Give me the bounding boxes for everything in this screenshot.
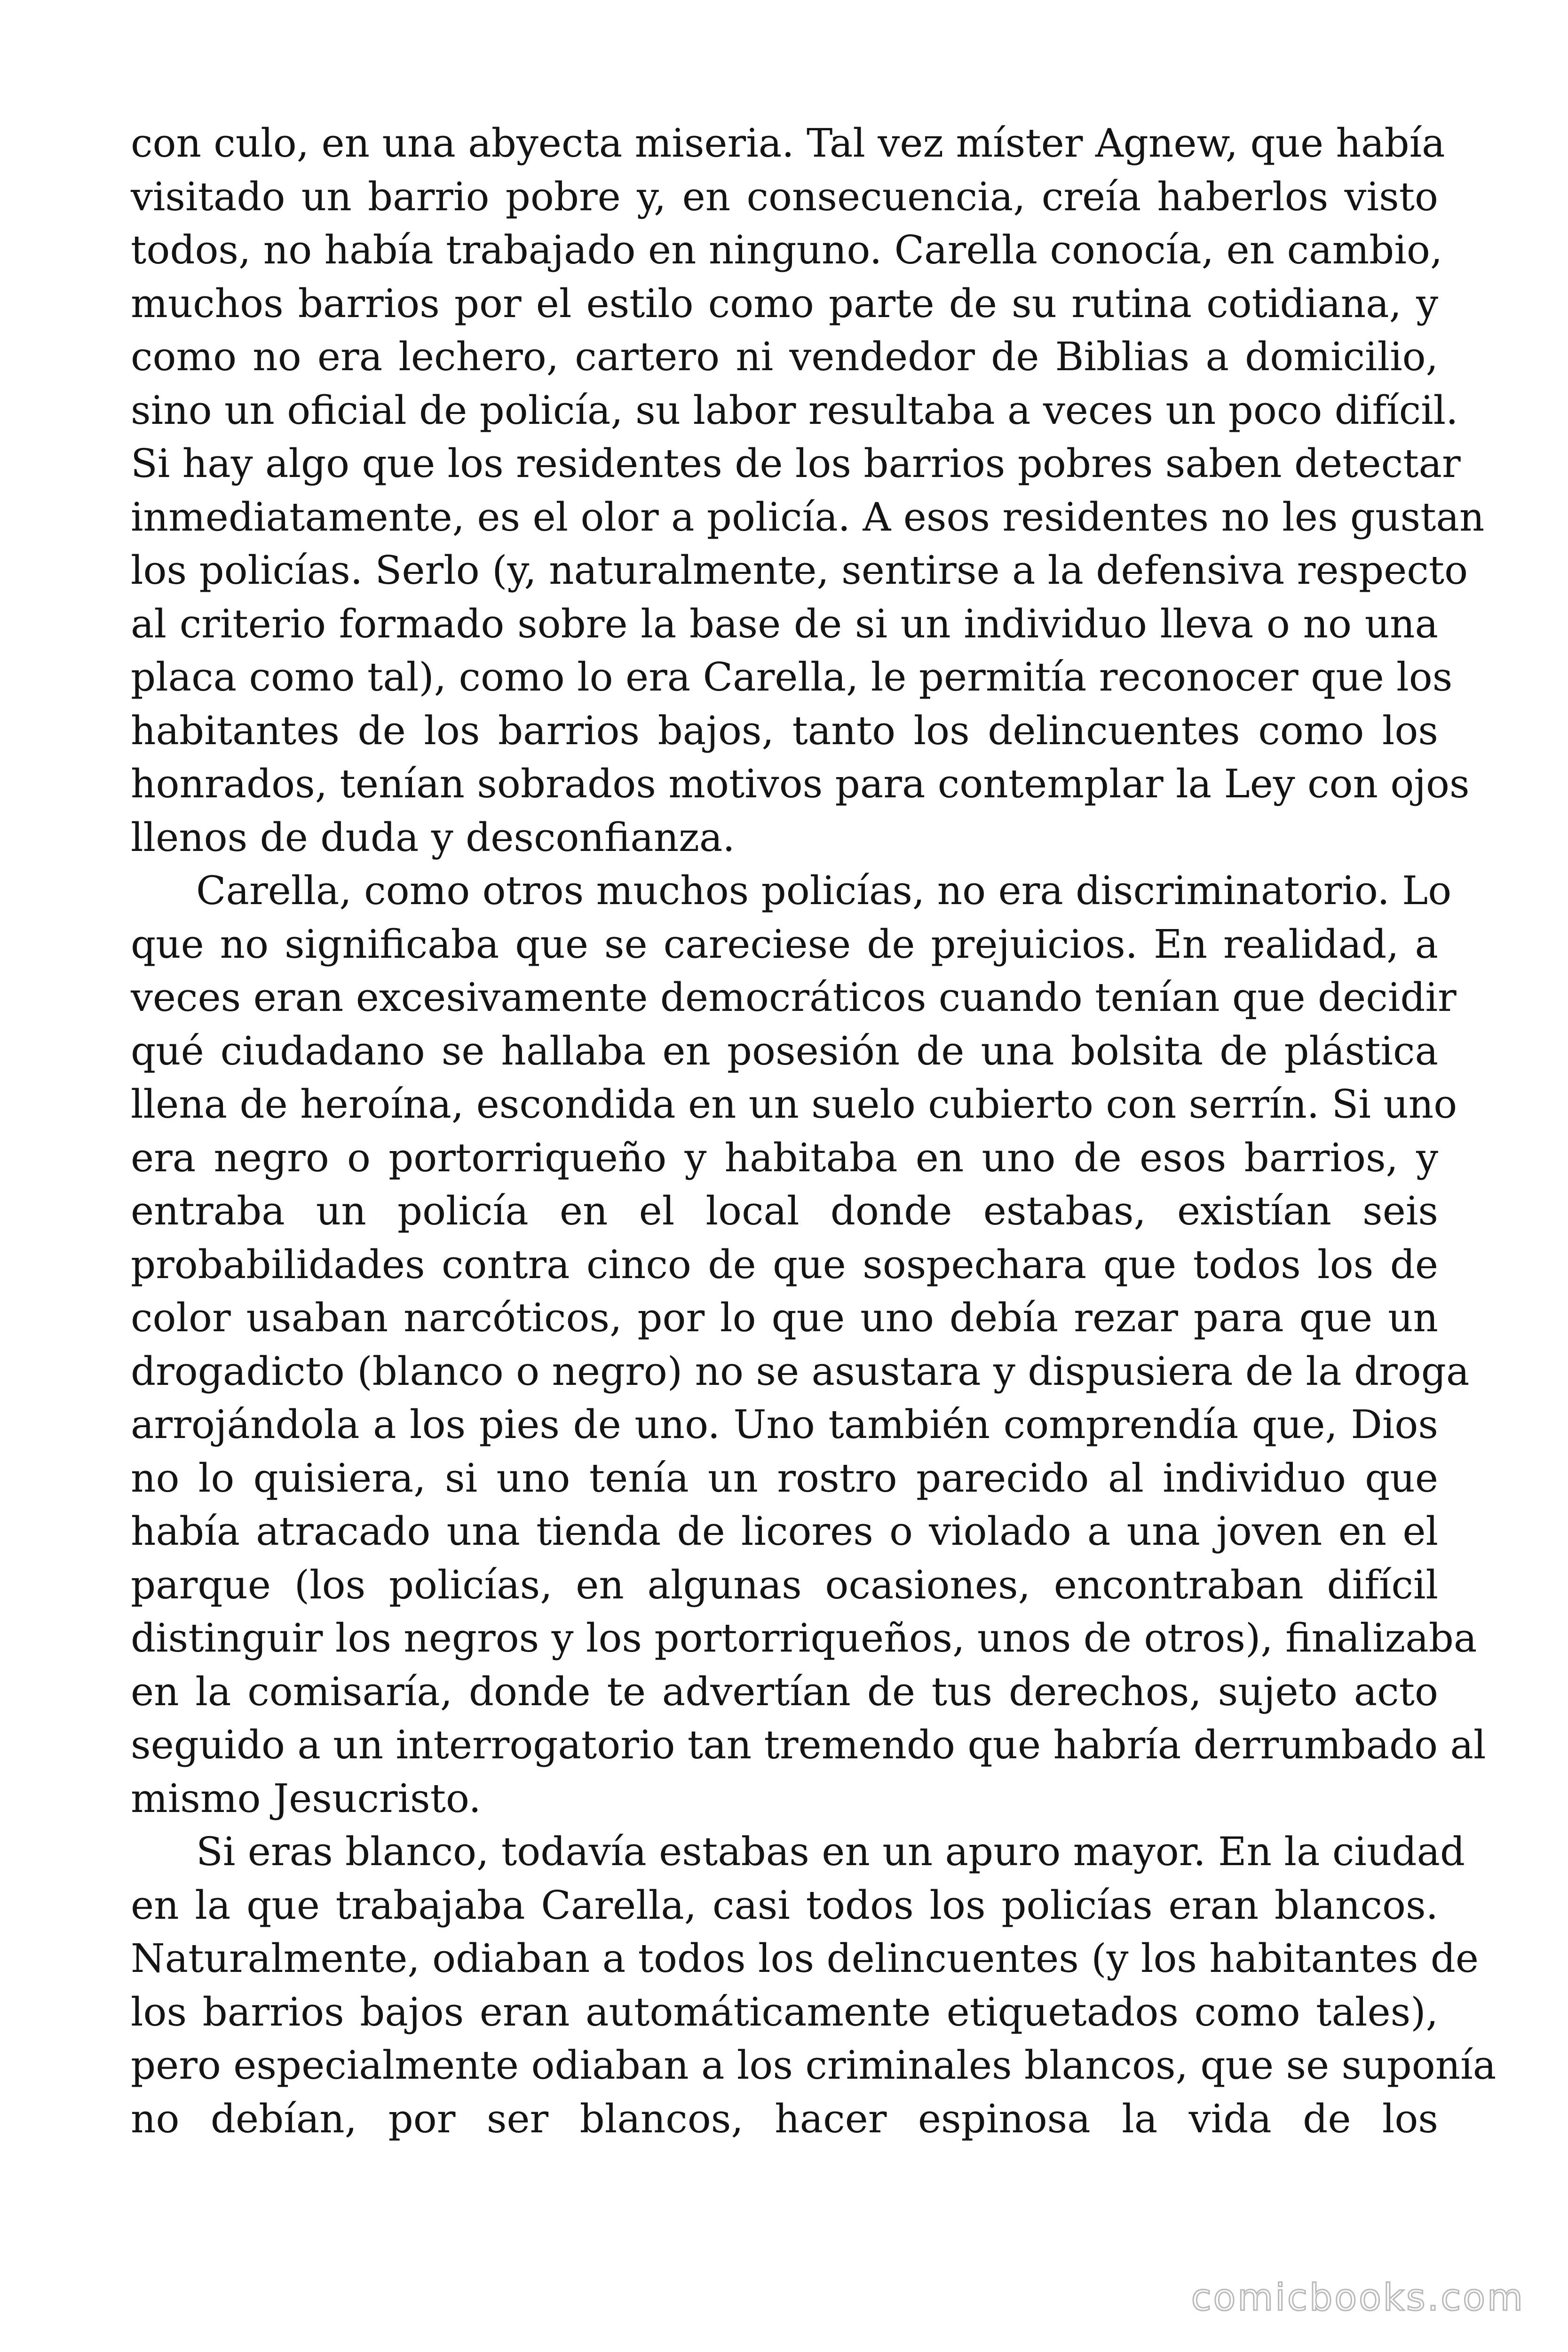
text-line: entraba un policía en el local donde estabas, existían seis <box>131 1188 1438 1234</box>
text-line: color usaban narcóticos, por lo que uno debía rezar para que un <box>131 1295 1438 1341</box>
text-line: era negro o portorriqueño y habitaba en uno de esos barrios, y <box>131 1135 1438 1181</box>
text-line: distinguir los negros y los portorriqueños, unos de otros), finalizaba <box>131 1615 1477 1661</box>
text-line: visitado un barrio pobre y, en consecuencia, creía haberlos visto <box>131 174 1438 220</box>
text-line: los barrios bajos eran automáticamente etiquetados como tales), <box>131 1989 1438 2035</box>
text-line: todos, no había trabajado en ninguno. Carella conocía, en cambio, <box>131 227 1443 273</box>
text-line: los policías. Serlo (y, naturalmente, sentirse a la defensiva respecto <box>131 548 1468 593</box>
text-line: Si eras blanco, todavía estabas en un apuro mayor. En la ciudad <box>196 1829 1465 1875</box>
text-line: llenos de duda y desconfianza. <box>131 814 735 860</box>
text-line: había atracado una tienda de licores o violado a una joven en el <box>131 1509 1438 1554</box>
text-line: veces eran excesivamente democráticos cuando tenían que decidir <box>131 975 1457 1020</box>
text-line: arrojándola a los pies de uno. Uno también comprendía que, Dios <box>131 1402 1438 1447</box>
text-line: inmediatamente, es el olor a policía. A esos residentes no les gustan <box>131 494 1485 540</box>
text-line: que no significaba que se careciese de prejuicios. En realidad, a <box>131 921 1438 967</box>
text-line: no lo quisiera, si uno tenía un rostro parecido al individuo que <box>131 1455 1438 1501</box>
text-line: Carella, como otros muchos policías, no era discriminatorio. Lo <box>196 868 1452 914</box>
text-line: placa como tal), como lo era Carella, le permitía reconocer que los <box>131 654 1453 700</box>
paragraph <box>131 1825 1497 2145</box>
text-line: drogadicto (blanco o negro) no se asustara y dispusiera de la droga <box>131 1348 1470 1394</box>
paragraph <box>131 117 1485 864</box>
watermark: comicbooks.com <box>1191 2277 1525 2319</box>
text-line: seguido a un interrogatorio tan tremendo que habría derrumbado al <box>131 1722 1486 1768</box>
text-line: como no era lechero, cartero ni vendedor de Biblias a domicilio, <box>131 334 1438 380</box>
text-line: con culo, en una abyecta miseria. Tal vez míster Agnew, que había <box>131 120 1445 166</box>
text-line: muchos barrios por el estilo como parte de su rutina cotidiana, y <box>131 280 1438 326</box>
text-line: llena de heroína, escondida en un suelo cubierto con serrín. Si uno <box>131 1081 1457 1127</box>
text-line: en la comisaría, donde te advertían de tus derechos, sujeto acto <box>131 1669 1438 1715</box>
text-line: al criterio formado sobre la base de si un individuo lleva o no una <box>131 601 1438 647</box>
text-line: sino un oficial de policía, su labor resultaba a veces un poco difícil. <box>131 387 1458 433</box>
text-line: Naturalmente, odiaban a todos los delincuentes (y los habitantes de <box>131 1936 1479 1981</box>
text-line: honrados, tenían sobrados motivos para contemplar la Ley con ojos <box>131 761 1470 807</box>
text-line: habitantes de los barrios bajos, tanto los delincuentes como los <box>131 707 1438 754</box>
body-text <box>131 117 1497 2145</box>
text-line: qué ciudadano se hallaba en posesión de una bolsita de plástica <box>131 1028 1438 1074</box>
text-line: mismo Jesucristo. <box>131 1775 481 1821</box>
text-line: no debían, por ser blancos, hacer espinosa la vida de los <box>131 2096 1438 2142</box>
text-line: parque (los policías, en algunas ocasiones, encontraban difícil <box>131 1562 1438 1608</box>
text-line: probabilidades contra cinco de que sospechara que todos los de <box>131 1241 1438 1287</box>
text-line: Si hay algo que los residentes de los barrios pobres saben detectar <box>131 441 1461 486</box>
text-line: en la que trabajaba Carella, casi todos los policías eran blancos. <box>131 1882 1438 1928</box>
text-line: pero especialmente odiaban a los criminales blancos, que se suponía <box>131 2042 1497 2088</box>
paragraph <box>131 864 1486 1825</box>
